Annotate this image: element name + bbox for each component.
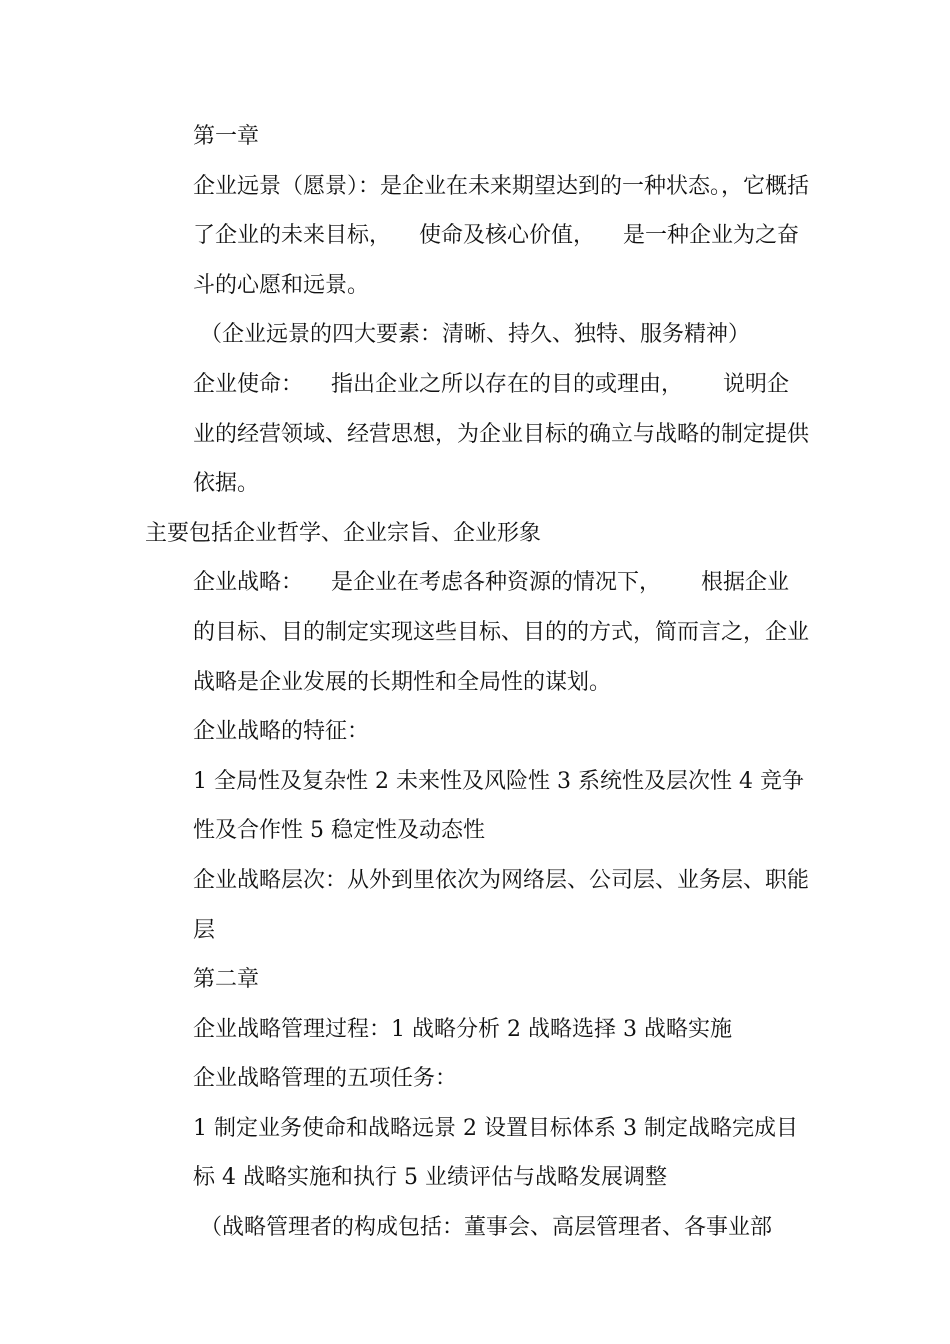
document-body xyxy=(145,112,810,1253)
paragraph-managers-composition: （战略管理者的构成包括：董事会、高层管理者、各事业部 xyxy=(200,1215,773,1241)
mission-text-a: 企业使命： xyxy=(193,371,304,397)
mission-text-b: 指出企业之所以存在的目的或理由， xyxy=(331,371,684,397)
paragraph-mission-contents: 主要包括企业哲学、企业宗旨、企业形象 xyxy=(145,520,542,546)
paragraph-mission xyxy=(145,360,810,509)
strategy-text-a: 企业战略： xyxy=(193,570,304,596)
paragraph-vision-elements: （企业远景的四大要素：清晰、持久、独特、服务精神） xyxy=(200,322,751,348)
vision-text-b: 使命及核心价值， xyxy=(419,223,596,249)
paragraph-strategy xyxy=(145,558,810,707)
paragraph-strategy-levels: 企业战略层次：从外到里依次为网络层、公司层、业务层、职能层 xyxy=(193,867,810,943)
chapter-heading-1: 第一章 xyxy=(193,124,260,149)
chapter-heading-2: 第二章 xyxy=(193,967,260,993)
paragraph-five-tasks-heading: 企业战略管理的五项任务： xyxy=(193,1066,458,1092)
paragraph-strategy-features-heading: 企业战略的特征： xyxy=(193,719,370,745)
mission-text-c: 说明企业的经营领域、经营思想，为企业目标的确立与战略的制定提供依据。 xyxy=(193,371,810,497)
paragraph-management-process: 企业战略管理过程：1 战略分析 2 战略选择 3 战略实施 xyxy=(193,1016,732,1042)
paragraph-vision xyxy=(145,162,810,311)
vision-text-a: 企业远景（愿景）：是企业在未来期望达到的一种状态。，它概括了企业的未来目标， xyxy=(193,173,810,249)
vision-text-c: 是一种企业为之奋斗的心愿和远景。 xyxy=(193,223,800,298)
paragraph-five-tasks: 1 制定业务使命和战略远景 2 设置目标体系 3 制定战略完成目标 4 战略实施和执行 5 业绩评估与战略发展调整 xyxy=(193,1115,798,1191)
strategy-text-c: 根据企业的目标、目的制定实现这些目标、目的的方式，简而言之，企业战略是企业发展的长期性和全局性的谋划。 xyxy=(193,570,810,695)
paragraph-strategy-features: 1 全局性及复杂性 2 未来性及风险性 3 系统性及层次性 4 竞争性及合作性 5 稳定性及动态性 xyxy=(193,768,804,844)
strategy-text-b: 是企业在考虑各种资源的情况下， xyxy=(331,570,662,596)
